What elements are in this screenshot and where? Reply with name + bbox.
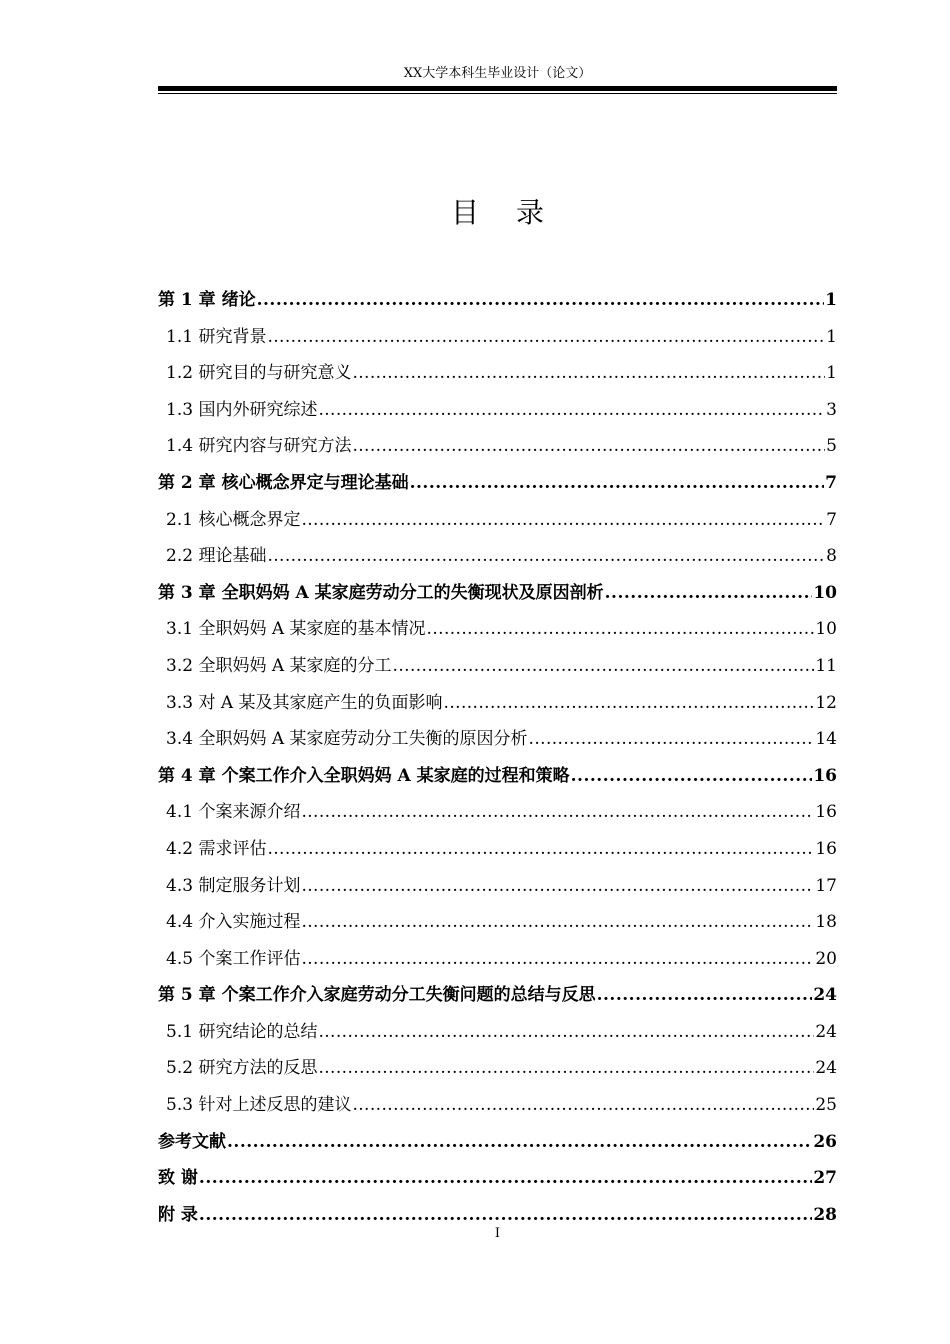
toc-entry-page: 28 [813,1204,837,1225]
toc-entry-page: 24 [815,1021,837,1042]
toc-dot-leader [301,904,814,941]
toc-entry-label: 致 谢 [158,1168,198,1189]
toc-entry-page: 26 [813,1131,837,1152]
toc-entry-label: 1.1 研究背景 [166,326,267,347]
toc-dot-leader [352,1087,814,1124]
toc-entry-page: 18 [815,912,837,933]
toc-entry-page: 1 [826,363,837,384]
toc-entry-page: 24 [813,985,837,1006]
toc-section-entry[interactable] [158,538,837,575]
toc-entry-page: 16 [813,765,837,786]
toc-entry-page: 10 [815,619,837,640]
toc-entry-label: 4.3 制定服务计划 [166,875,301,896]
toc-entry-label: 参考文献 [158,1131,226,1152]
header-rule-thin [158,93,837,94]
toc-entry-label: 4.2 需求评估 [166,838,267,859]
toc-dot-leader [318,1050,814,1087]
toc-entry-label: 5.3 针对上述反思的建议 [166,1095,352,1116]
toc-section-entry[interactable] [158,1050,837,1087]
toc-entry-label: 2.1 核心概念界定 [166,509,301,530]
toc-section-entry[interactable] [158,428,837,465]
toc-entry-label: 第 3 章 全职妈妈 A 某家庭劳动分工的失衡现状及原因剖析 [158,582,604,603]
toc-entry-label: 1.3 国内外研究综述 [166,399,318,420]
toc-entry-page: 8 [826,546,837,567]
toc-chapter-entry[interactable] [158,1124,837,1161]
toc-entry-label: 4.5 个案工作评估 [166,948,301,969]
toc-entry-label: 5.1 研究结论的总结 [166,1021,318,1042]
toc-entry-page: 7 [826,509,837,530]
toc-section-entry[interactable] [158,502,837,539]
toc-section-entry[interactable] [158,1087,837,1124]
toc-dot-leader [301,794,814,831]
toc-dot-leader [267,319,825,356]
toc-entry-page: 5 [826,436,837,457]
toc-chapter-entry[interactable] [158,758,837,795]
running-header: XX大学本科生毕业设计（论文） [403,66,592,81]
toc-entry-page: 10 [813,582,837,603]
table-of-contents [158,282,837,1233]
toc-entry-page: 17 [815,875,837,896]
toc-dot-leader [352,355,825,392]
toc-entry-page: 20 [815,948,837,969]
toc-section-entry[interactable] [158,319,837,356]
toc-section-entry[interactable] [158,685,837,722]
toc-dot-leader [267,831,814,868]
toc-entry-page: 27 [813,1168,837,1189]
toc-dot-leader [427,611,815,648]
toc-section-entry[interactable] [158,611,837,648]
toc-entry-label: 3.1 全职妈妈 A 某家庭的基本情况 [166,619,426,640]
toc-entry-label: 4.4 介入实施过程 [166,912,301,933]
toc-dot-leader [199,1160,812,1197]
toc-entry-label: 第 1 章 绪论 [158,290,256,310]
toc-entry-page: 3 [826,399,837,420]
toc-entry-page: 12 [815,692,837,713]
toc-section-entry[interactable] [158,904,837,941]
toc-section-entry[interactable] [158,1014,837,1051]
toc-chapter-entry[interactable] [158,282,837,319]
toc-section-entry[interactable] [158,355,837,392]
toc-entry-label: 5.2 研究方法的反思 [166,1058,318,1079]
toc-entry-label: 1.4 研究内容与研究方法 [166,436,352,457]
page-number: I [494,1226,501,1241]
toc-dot-leader [597,977,813,1014]
toc-dot-leader [352,428,825,465]
toc-dot-leader [318,1014,814,1051]
toc-entry-page: 7 [825,472,837,493]
toc-dot-leader [410,465,825,502]
toc-section-entry[interactable] [158,941,837,978]
toc-section-entry[interactable] [158,392,837,429]
toc-entry-page: 1 [825,290,837,310]
toc-section-entry[interactable] [158,721,837,758]
toc-entry-label: 第 2 章 核心概念界定与理论基础 [158,472,409,493]
toc-entry-label: 3.4 全职妈妈 A 某家庭劳动分工失衡的原因分析 [166,729,528,750]
toc-entry-page: 16 [815,838,837,859]
toc-entry-label: 1.2 研究目的与研究意义 [166,363,352,384]
toc-chapter-entry[interactable] [158,1160,837,1197]
toc-dot-leader [529,721,815,758]
toc-dot-leader [444,685,815,722]
toc-dot-leader [227,1124,812,1161]
toc-dot-leader [301,502,825,539]
toc-entry-page: 1 [826,326,837,347]
toc-dot-leader [301,941,814,978]
toc-dot-leader [301,868,814,905]
toc-dot-leader [393,648,815,685]
toc-entry-label: 附 录 [158,1204,198,1225]
toc-section-entry[interactable] [158,648,837,685]
toc-entry-label: 第 5 章 个案工作介入家庭劳动分工失衡问题的总结与反思 [158,985,596,1006]
toc-entry-label: 2.2 理论基础 [166,546,267,567]
header-rule-thick [158,86,837,91]
toc-entry-label: 3.2 全职妈妈 A 某家庭的分工 [166,655,392,676]
toc-section-entry[interactable] [158,794,837,831]
toc-section-entry[interactable] [158,831,837,868]
toc-chapter-entry[interactable] [158,575,837,612]
toc-entry-page: 16 [815,802,837,823]
toc-entry-label: 3.3 对 A 某及其家庭产生的负面影响 [166,692,443,713]
toc-entry-page: 11 [815,655,837,676]
toc-chapter-entry[interactable] [158,465,837,502]
toc-dot-leader [571,758,813,795]
toc-entry-page: 14 [815,729,837,750]
toc-section-entry[interactable] [158,868,837,905]
toc-dot-leader [318,392,825,429]
toc-entry-page: 25 [815,1095,837,1116]
toc-dot-leader [257,282,825,319]
toc-entry-label: 4.1 个案来源介绍 [166,802,301,823]
toc-chapter-entry[interactable] [158,977,837,1014]
toc-entry-page: 24 [815,1058,837,1079]
toc-entry-label: 第 4 章 个案工作介入全职妈妈 A 某家庭的过程和策略 [158,765,570,786]
toc-title: 目 录 [451,196,558,229]
toc-dot-leader [605,575,813,612]
toc-dot-leader [267,538,825,575]
